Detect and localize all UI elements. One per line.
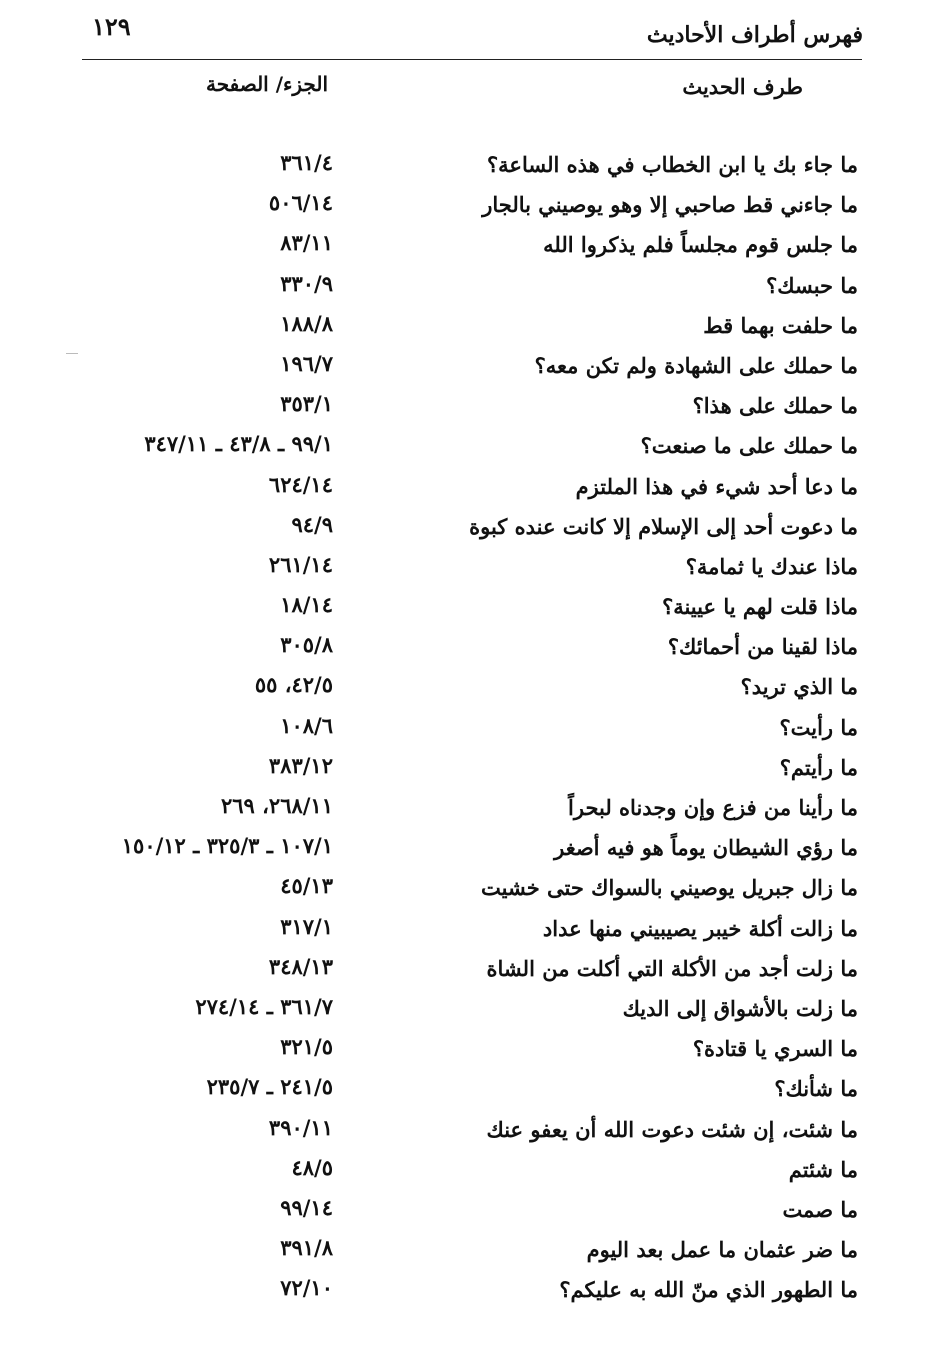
hadith-text: ما زالت أكلة خيبر يصيبيني منها عداد: [542, 915, 858, 941]
volume-page-ref: ٣٩٠/١١: [268, 1114, 333, 1140]
hadith-text: ما رأيتم؟: [779, 754, 858, 780]
index-entry: [0, 751, 943, 791]
volume-page-ref: ٣٨٣/١٢: [268, 752, 333, 778]
volume-page-ref: ٦٢٤/١٤: [268, 471, 333, 497]
volume-page-ref: ٩٩/١ ـ ٤٣/٨ ـ ٣٤٧/١١: [144, 431, 333, 457]
index-entry: [0, 510, 943, 550]
hadith-text: ما دعوت أحد إلى الإسلام إلا كانت عنده كبوة: [469, 513, 858, 539]
index-entry: [0, 952, 943, 992]
hadith-text: ماذا عندك يا ثمامة؟: [685, 553, 858, 579]
index-entry: [0, 912, 943, 952]
index-entry: [0, 992, 943, 1032]
hadith-text: ما رأينا من فزع وإن وجدناه لبحراً: [568, 795, 858, 820]
volume-page-ref: ٣٢١/٥: [280, 1034, 333, 1060]
volume-page-ref: ١٠٧/١ ـ ٣٢٥/٣ ـ ١٥٠/١٢: [121, 833, 333, 859]
volume-page-ref: ٣٦١/٧ ـ ٢٧٤/١٤: [195, 993, 333, 1019]
hadith-text: ما الذي تريد؟: [740, 674, 858, 700]
hadith-text: ما زال جبريل يوصيني بالسواك حتى خشيت: [481, 875, 858, 901]
index-entry: [0, 1113, 943, 1153]
index-entry: [0, 711, 943, 751]
index-entry: [0, 188, 943, 228]
volume-page-ref: ١٨/١٤: [280, 592, 333, 618]
hadith-text: ما جلس قوم مجلساً فلم يذكروا الله: [543, 232, 858, 258]
hadith-text: ما السري يا قتادة؟: [692, 1036, 858, 1062]
volume-page-ref: ١٨٨/٨: [280, 310, 333, 336]
index-entry: [0, 1153, 943, 1193]
volume-page-ref: ٤٢/٥، ٥٥: [254, 672, 333, 698]
volume-page-ref: ٩٤/٩: [291, 511, 333, 537]
hadith-text: ما الطهور الذي منّ الله به عليكم؟: [559, 1277, 858, 1303]
hadith-text: ما دعا أحد شيء في هذا الملتزم: [575, 473, 858, 499]
index-entry: [0, 550, 943, 590]
hadith-text: ماذا قلت لهم يا عيينة؟: [662, 594, 858, 620]
index-entry: [0, 590, 943, 630]
volume-page-ref: ٩٩/١٤: [280, 1194, 333, 1220]
index-entry: [0, 831, 943, 871]
volume-page-ref: ٢٤١/٥ ـ ٢٣٥/٧: [206, 1074, 333, 1100]
index-entry: [0, 1072, 943, 1112]
page-number: ١٢٩: [92, 12, 131, 41]
index-entry: [0, 871, 943, 911]
volume-page-ref: ٥٠٦/١٤: [268, 190, 333, 216]
index-entry: [0, 1273, 943, 1313]
index-entry: [0, 148, 943, 188]
hadith-text: ما حلفت بهما قط: [703, 312, 858, 338]
hadith-text: ما شئتم: [788, 1156, 858, 1182]
index-entry: [0, 389, 943, 429]
volume-page-ref: ٤٥/١٣: [280, 873, 333, 899]
volume-page-ref: ٣١٧/١: [280, 913, 333, 939]
hadith-index-list: [0, 148, 943, 1313]
index-entry: [0, 269, 943, 309]
reference-column-header: الجزء/ الصفحة: [205, 72, 328, 96]
index-entry: [0, 791, 943, 831]
hadith-text: ما صمت: [782, 1196, 858, 1222]
index-entry: [0, 1032, 943, 1072]
volume-page-ref: ٢٦٨/١١، ٢٦٩: [220, 793, 333, 818]
index-entry: [0, 670, 943, 710]
index-entry: [0, 309, 943, 349]
volume-page-ref: ٤٨/٥: [291, 1154, 333, 1180]
hadith-text: ما زلت أجد من الأكلة التي أكلت من الشاة: [486, 955, 858, 981]
hadith-column-header: طرف الحديث: [682, 74, 803, 99]
index-entry: [0, 228, 943, 268]
volume-page-ref: ١٩٦/٧: [280, 350, 333, 376]
hadith-text: ما حملك على ما صنعت؟: [640, 433, 858, 459]
hadith-text: ما زلت بالأشواق إلى الديك: [622, 995, 858, 1021]
hadith-text: ما جاءني قط صاحبي إلا وهو يوصيني بالجار: [482, 192, 858, 218]
volume-page-ref: ٨٣/١١: [280, 230, 333, 256]
hadith-text: ما رؤي الشيطان يوماً هو فيه أصغر: [554, 835, 858, 861]
hadith-text: ما شأنك؟: [774, 1076, 858, 1102]
hadith-text: ما حبسك؟: [766, 272, 858, 298]
hadith-text: ما جاء بك يا ابن الخطاب في هذه الساعة؟: [487, 152, 858, 177]
index-entry: [0, 349, 943, 389]
hadith-text: ما حملك على هذا؟: [692, 393, 858, 419]
volume-page-ref: ٣٣٠/٩: [280, 270, 333, 296]
volume-page-ref: ٣٠٥/٨: [280, 632, 333, 658]
hadith-text: ما شئت، إن شئت دعوت الله أن يعفو عنك: [486, 1116, 858, 1142]
header-divider: [82, 59, 862, 60]
volume-page-ref: ٣٥٣/١: [280, 391, 333, 417]
index-entry: [0, 470, 943, 510]
hadith-text: ما حملك على الشهادة ولم تكن معه؟: [534, 352, 858, 378]
index-entry: [0, 429, 943, 469]
index-entry: [0, 1193, 943, 1233]
index-entry: [0, 1233, 943, 1273]
volume-page-ref: ٣٤٨/١٣: [268, 953, 333, 979]
index-entry: [0, 630, 943, 670]
running-title: فهرس أطراف الأحاديث: [646, 22, 863, 48]
hadith-text: ماذا لقينا من أحمائك؟: [667, 634, 858, 660]
volume-page-ref: ١٠٨/٦: [280, 712, 333, 738]
volume-page-ref: ٢٦١/١٤: [268, 551, 333, 577]
hadith-text: ما رأيت؟: [779, 714, 858, 740]
volume-page-ref: ٣٦١/٤: [280, 150, 333, 175]
volume-page-ref: ٧٢/١٠: [280, 1275, 333, 1301]
hadith-text: ما ضر عثمان ما عمل بعد اليوم: [586, 1237, 858, 1263]
volume-page-ref: ٣٩١/٨: [280, 1235, 333, 1261]
